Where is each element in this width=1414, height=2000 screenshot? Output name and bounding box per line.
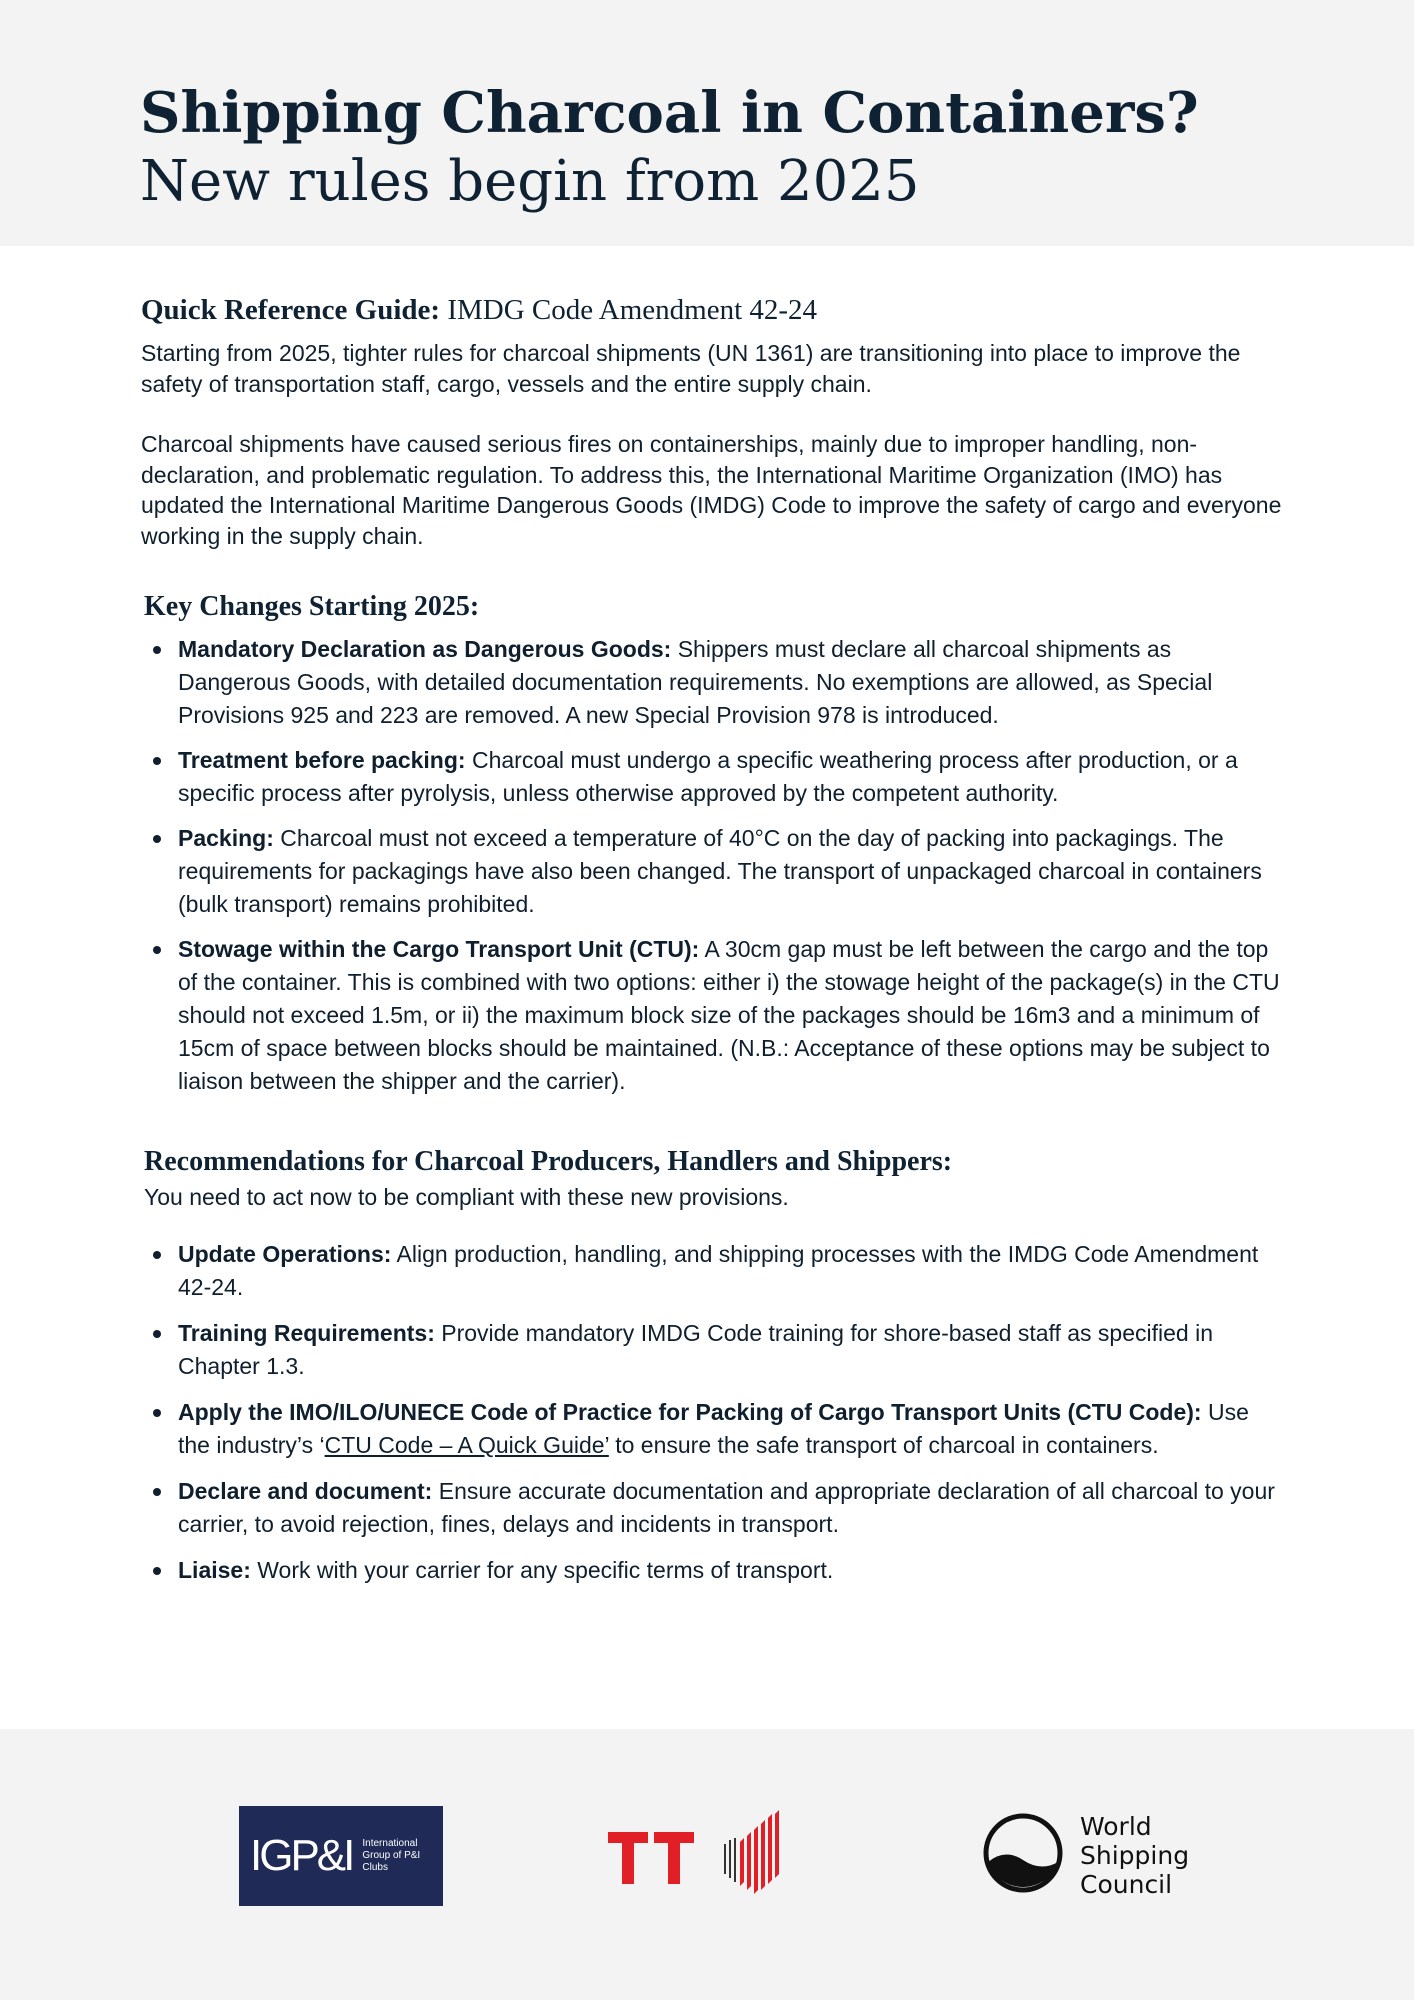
item-text: A 30cm gap must be left between the cargo and the top of the container. This is combined with two options: either i) the stowage height of the package(s) in the CTU should not exceed 1.5m, or ii) the maximum block size of the packages should be 16m3 and a minimum of 15cm of space between blocks should be maintained. (N.B.: Acceptance of these options may be subject to liaison between the shipper and the carrier). xyxy=(178,936,1280,1094)
igpi-logo-mark: IGP&I xyxy=(250,1831,353,1880)
context-paragraph: Charcoal shipments have caused serious fires on containerships, mainly due to improper handling, non-declaration, and problematic regulation. To address this, the International Maritime Organization (IMO) has updated the International Maritime Dangerous Goods (IMDG) Code to improve the safety of cargo and everyone working in the supply chain. xyxy=(141,431,1282,549)
wsc-line: World xyxy=(1080,1812,1152,1841)
recommendations-heading: Recommendations for Charcoal Producers, Handlers and Shippers: xyxy=(144,1146,953,1177)
key-changes-heading: Key Changes Starting 2025: xyxy=(144,591,480,622)
item-text: Provide mandatory IMDG Code training for shore-based staff as specified in Chapter 1.3. xyxy=(178,1320,1214,1379)
item-label: Declare and document: xyxy=(178,1478,433,1504)
list-item xyxy=(178,633,1291,732)
list-item xyxy=(178,744,1291,810)
ctu-code-guide-link[interactable]: CTU Code – A Quick Guide’ xyxy=(324,1431,609,1458)
tt-club-logo xyxy=(608,1808,808,1909)
main-content xyxy=(141,292,1291,1601)
list-item xyxy=(178,1396,1291,1461)
quick-reference-heading xyxy=(141,292,1291,328)
page-title: Shipping Charcoal in Containers? xyxy=(140,80,1199,146)
wsc-logo-icon xyxy=(980,1810,1066,1901)
list-item xyxy=(178,1238,1291,1303)
item-text: to ensure the safe transport of charcoal in containers. xyxy=(608,1431,1159,1458)
list-item xyxy=(178,933,1291,1098)
item-label: Packing: xyxy=(178,825,274,851)
item-text: Charcoal must not exceed a temperature of 40°C on the day of packing into packagings. The requirements for packagings have also been changed. The transport of unpackaged charcoal in containers (bulk transport) remains prohibited. xyxy=(178,825,1262,917)
tt-club-logo-graphic xyxy=(608,1808,808,1904)
key-changes-list xyxy=(141,633,1291,1098)
item-text: Charcoal must undergo a specific weathering process after production, or a specific process after pyrolysis, unless otherwise approved by the competent authority. xyxy=(178,747,1238,806)
item-label: Stowage within the Cargo Transport Unit (CTU): xyxy=(178,936,700,962)
list-item xyxy=(178,1317,1291,1382)
item-label: Training Requirements: xyxy=(178,1320,435,1346)
list-item xyxy=(178,1554,1291,1587)
item-label: Liaise: xyxy=(178,1557,251,1583)
igpi-logo-caption: International Group of P&I Clubs xyxy=(362,1838,421,1873)
item-label: Update Operations: xyxy=(178,1241,392,1267)
item-text: Shippers must declare all charcoal shipments as Dangerous Goods, with detailed documentation requirements. No exemptions are allowed, as Special Provisions 925 and 223 are removed. A new Special Provision 978 is introduced. xyxy=(178,636,1213,728)
recommendations-list xyxy=(141,1238,1291,1587)
item-text: Align production, handling, and shipping processes with the IMDG Code Amendment 42-24. xyxy=(178,1241,1259,1300)
wsc-line: Council xyxy=(1080,1870,1173,1899)
intro-paragraph: Starting from 2025, tighter rules for charcoal shipments (UN 1361) are transitioning into place to improve the safety of transportation staff, cargo, vessels and the entire supply chain. xyxy=(141,340,1241,397)
recommendations-intro: You need to act now to be compliant with these new provisions. xyxy=(144,1184,789,1210)
wsc-line: Shipping xyxy=(1080,1841,1190,1870)
quick-reference-label: Quick Reference Guide: xyxy=(141,294,441,326)
item-text: Work with your carrier for any specific terms of transport. xyxy=(250,1557,834,1583)
item-label: Apply the IMO/ILO/UNECE Code of Practice for Packing of Cargo Transport Units (CTU Code): xyxy=(178,1399,1202,1425)
wsc-logo-text xyxy=(1080,1812,1189,1899)
item-text: Use the industry’s ‘ xyxy=(178,1399,1249,1458)
list-item xyxy=(178,822,1291,921)
item-label: Treatment before packing: xyxy=(178,747,466,773)
list-item xyxy=(178,1475,1291,1540)
quick-reference-value: IMDG Code Amendment 42-24 xyxy=(440,294,818,326)
item-label: Mandatory Declaration as Dangerous Goods: xyxy=(178,636,672,662)
page-subtitle: New rules begin from 2025 xyxy=(140,149,920,214)
item-text: Ensure accurate documentation and appropriate declaration of all charcoal to your carrier, to avoid rejection, fines, delays and incidents in transport. xyxy=(178,1478,1275,1537)
igpi-logo xyxy=(239,1806,443,1906)
